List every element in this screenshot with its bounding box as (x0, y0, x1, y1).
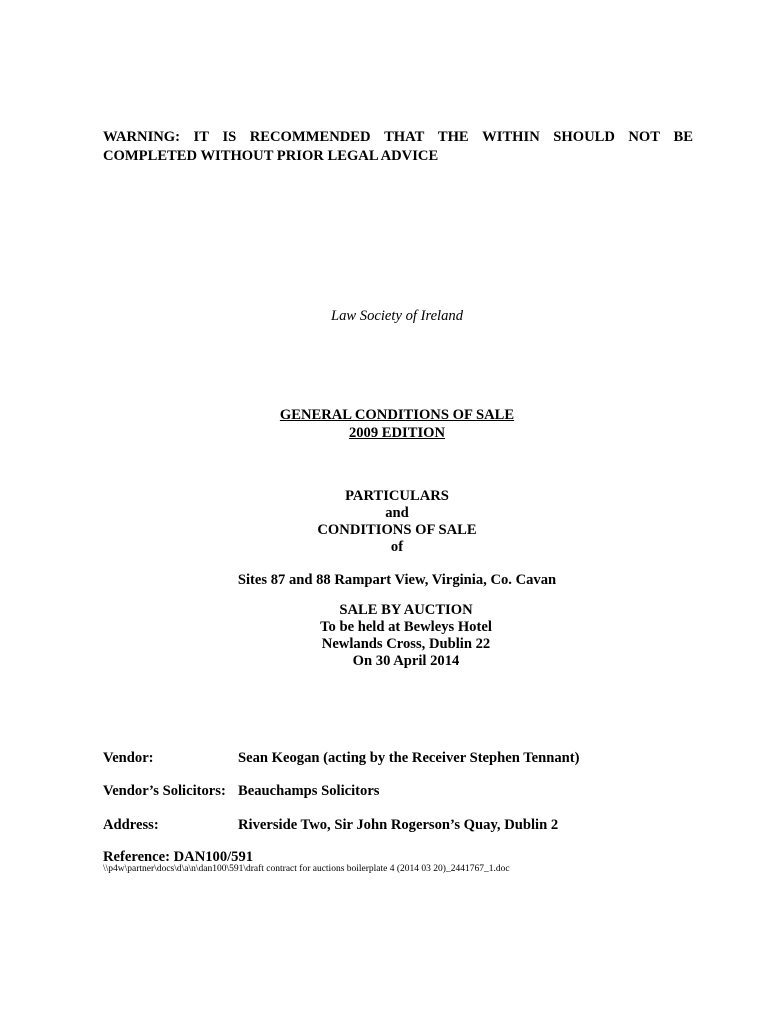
edition-title: GENERAL CONDITIONS OF SALE (279, 407, 515, 423)
vendor-value: Sean Keogan (acting by the Receiver Stephen Tennant) (238, 750, 580, 766)
solicitors-label: Vendor’s Solicitors: (103, 783, 226, 799)
warning-word: IS (222, 129, 237, 145)
address-value: Riverside Two, Sir John Rogerson’s Quay, Dublin 2 (238, 817, 559, 833)
edition-heading (12, 406, 770, 442)
reference-line: Reference: DAN100/591 (103, 849, 254, 865)
particulars-line-2: and (385, 505, 409, 521)
warning-word: WITHIN (482, 129, 540, 145)
auction-details (306, 602, 506, 670)
auction-line-3: Newlands Cross, Dublin 22 (321, 636, 491, 652)
particulars-heading (12, 488, 770, 556)
address-label: Address: (103, 817, 159, 833)
particulars-line-1: PARTICULARS (345, 488, 449, 504)
publisher-name: Law Society of Ireland (331, 308, 463, 324)
edition-year: 2009 EDITION (348, 425, 446, 441)
particulars-line-3: CONDITIONS OF SALE (317, 522, 477, 538)
property-title: Sites 87 and 88 Rampart View, Virginia, Co. Cavan (237, 572, 557, 588)
auction-line-1: SALE BY AUCTION (339, 602, 473, 618)
file-path-footer: \\p4w\partner\docs\d\a\n\dan100\591\draft contract for auctions boilerplate 4 (2014 03 20)_2441767_1.doc (103, 864, 510, 874)
particulars-line-4: of (390, 539, 404, 555)
auction-line-4: On 30 April 2014 (352, 653, 460, 669)
solicitors-value: Beauchamps Solicitors (238, 783, 380, 799)
auction-line-2: To be held at Bewleys Hotel (320, 619, 492, 635)
warning-line-2: COMPLETED WITHOUT PRIOR LEGAL ADVICE (103, 148, 439, 164)
warning-word: THAT (384, 129, 425, 145)
warning-word: IT (193, 129, 209, 145)
warning-word: BE (673, 129, 693, 145)
warning-word: WARNING: (103, 129, 181, 145)
warning-word: NOT (628, 129, 661, 145)
warning-word: RECOMMENDED (249, 129, 371, 145)
warning-word: SHOULD (553, 129, 615, 145)
vendor-label: Vendor: (103, 750, 154, 766)
warning-word: THE (437, 129, 469, 145)
warning-line-1 (103, 128, 693, 147)
warning-notice (103, 128, 693, 166)
